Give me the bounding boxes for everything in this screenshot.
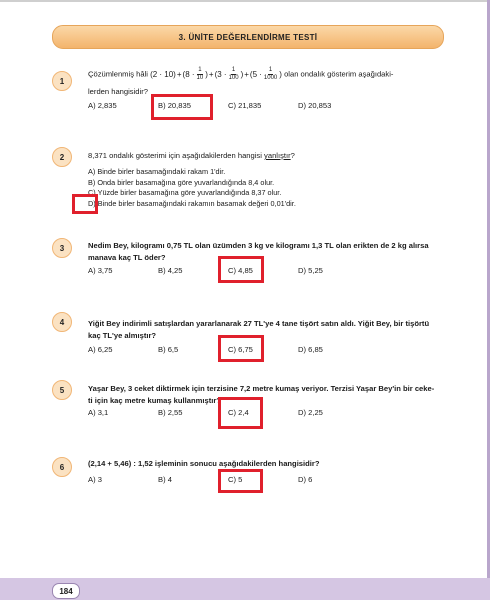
answer-marker (218, 256, 264, 283)
option-d[interactable]: D) 20,853 (298, 101, 332, 110)
option-d[interactable]: D) Binde birler basamağındaki rakamın basamak değeri 0,01'dir. (88, 198, 296, 208)
options-row (88, 345, 448, 357)
question-number: 6 (52, 457, 72, 477)
page-number: 184 (52, 583, 80, 599)
options-row (88, 101, 448, 113)
question-stem-line: (2,14 + 5,46) : 1,52 işleminin sonucu aşağıdakilerden hangisidir? (88, 459, 320, 468)
option-b[interactable]: B) 6,5 (158, 345, 179, 354)
answer-marker (72, 194, 98, 214)
option-b[interactable]: B) Onda birler basamağına göre yuvarlandığında 8,4 olur. (88, 177, 275, 187)
emphasis-word: yanlıştır (264, 151, 291, 160)
option-d[interactable]: D) 5,25 (298, 266, 323, 275)
answer-marker (151, 94, 213, 120)
option-a[interactable]: A) Binde birler basamağındaki rakam 1'dir. (88, 167, 226, 176)
option-c[interactable]: C) 6,75 (228, 345, 253, 354)
question-number: 3 (52, 238, 72, 258)
option-c[interactable]: C) 5 (228, 475, 243, 484)
question-number: 4 (52, 312, 72, 332)
option-b[interactable]: B) 2,55 (158, 408, 183, 417)
question-stem: 8,371 ondalık gösterimi için aşağıdakilerden hangisi yanlıştır? (88, 151, 295, 160)
page-title: 3. ÜNİTE DEĞERLENDİRME TESTİ (52, 25, 444, 49)
option-d[interactable]: D) 6,85 (298, 345, 323, 354)
option-b[interactable]: B) 4 (158, 475, 172, 484)
option-c[interactable]: C) Yüzde birler basamağına göre yuvarlandığında 8,37 olur. (88, 188, 282, 197)
question-number: 5 (52, 380, 72, 400)
option-a[interactable]: A) 3 (88, 475, 102, 484)
option-b[interactable]: B) 20,835 (158, 101, 191, 110)
option-c[interactable]: C) 4,85 (228, 266, 253, 275)
options-row (88, 475, 448, 487)
option-d[interactable]: D) 2,25 (298, 408, 323, 417)
question-stem-line: ti için kaç metre kumaş kullanmıştır? (88, 396, 221, 405)
option-d[interactable]: D) 6 (298, 475, 313, 484)
fraction: $\frac{1}{10}$ (196, 67, 204, 81)
option-list (88, 167, 448, 209)
question-stem-line: kaç TL'ye almıştır? (88, 331, 157, 340)
question-number: 1 (52, 71, 72, 91)
question-stem-line: Yaşar Bey, 3 ceket diktirmek için terzisine 7,2 metre kumaş veriyor. Terzisi Yaşar Bey'in bir ceke- (88, 384, 435, 393)
answer-marker (218, 469, 263, 493)
options-row (88, 408, 448, 420)
question-stem-line: Yiğit Bey indirimli satışlardan yararlanarak 27 TL'ye 4 tane tişört satın aldı. Yiğit Bey, bir tişörtü (88, 319, 430, 328)
option-a[interactable]: A) 6,25 (88, 345, 113, 354)
question-number: 2 (52, 147, 72, 167)
answer-marker (218, 397, 263, 429)
option-a[interactable]: A) 3,1 (88, 408, 109, 417)
option-b[interactable]: B) 4,25 (158, 266, 183, 275)
decomposition-expression: (2 · 10) + (8 · $\frac{1}{10}$ ) + (3 · $\frac{1}{100}$ ) + (5 · $\frac{1}{1000}$ ) (150, 67, 282, 81)
question-stem-line: lerden hangisidir? (88, 87, 148, 96)
fraction: $\frac{1}{1000}$ (263, 67, 278, 81)
option-a[interactable]: A) 2,835 (88, 101, 117, 110)
question-stem-line: manava kaç TL öder? (88, 253, 166, 262)
answer-marker (218, 335, 264, 362)
options-row (88, 266, 448, 278)
option-a[interactable]: A) 3,75 (88, 266, 113, 275)
question-stem-line: Nedim Bey, kilogramı 0,75 TL olan üzümden 3 kg ve kilogramı 1,3 TL olan erikten de 2 kg alırsa (88, 241, 429, 250)
fraction: $\frac{1}{100}$ (228, 67, 239, 81)
question-stem: Çözümlenmiş hâli (2 · 10) + (8 · $\frac{1}{10}$ ) + (3 · $\frac{1}{100}$ ) + (5 · $\frac{1}{1000}$ ) olan ondalık gösterim aşağıdaki- (88, 67, 394, 81)
option-c[interactable]: C) 2,4 (228, 408, 249, 417)
option-c[interactable]: C) 21,835 (228, 101, 262, 110)
top-rule (0, 0, 490, 2)
